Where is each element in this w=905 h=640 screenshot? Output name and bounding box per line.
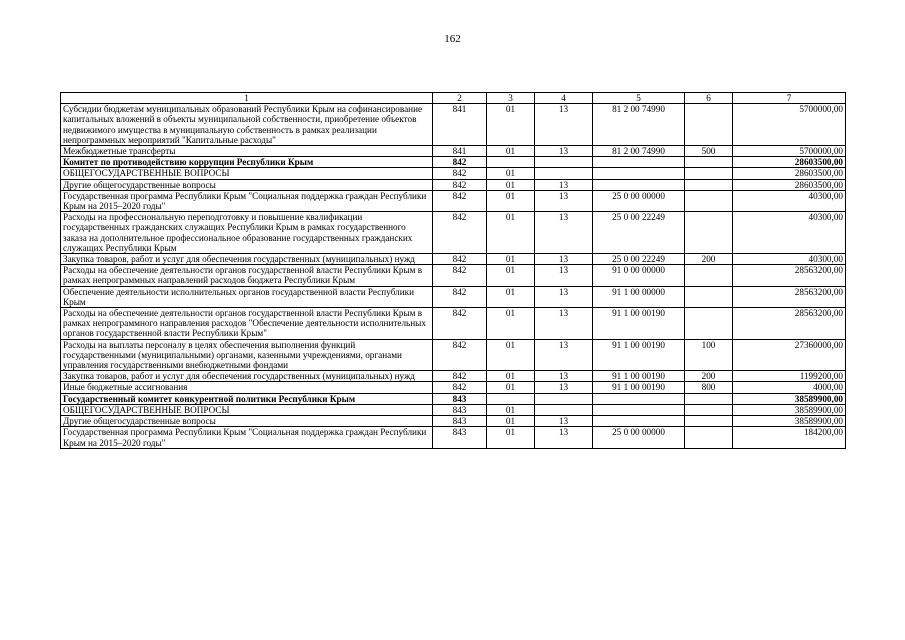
row-code-cell: 842 [433,254,487,265]
row-name-cell: Комитет по противодействию коррупции Республики Крым [61,157,433,168]
row-type-cell [685,179,733,190]
row-target-cell: 81 2 00 74990 [593,104,685,146]
row-amount-cell: 38589900,00 [733,393,846,404]
row-amount-cell: 27360000,00 [733,339,846,371]
row-target-cell [593,393,685,404]
row-subsection-cell: 13 [535,308,593,340]
table-row [61,404,846,415]
table-row [61,265,846,286]
row-subsection-cell: 13 [535,190,593,211]
header-cell: 3 [487,93,535,104]
row-name-cell: Расходы на профессиональную переподготовку и повышение квалификации государственных гражданских служащих Республики Крым в рамках государственного заказа на дополнительное профессиональное образование государственных гражданских служащих Республики Крым [61,212,433,254]
row-section-cell: 01 [487,371,535,382]
row-section-cell: 01 [487,382,535,393]
header-cell: 7 [733,93,846,104]
row-target-cell [593,404,685,415]
row-code-cell: 841 [433,104,487,146]
table-row [61,190,846,211]
table-row [61,157,846,168]
row-type-cell: 800 [685,382,733,393]
row-target-cell: 91 1 00 00190 [593,371,685,382]
header-cell: 1 [61,93,433,104]
row-type-cell [685,416,733,427]
row-amount-cell: 28603500,00 [733,157,846,168]
row-name-cell: Закупка товаров, работ и услуг для обеспечения государственных (муниципальных) нужд [61,254,433,265]
row-type-cell [685,427,733,448]
row-section-cell: 01 [487,146,535,157]
row-section-cell: 01 [487,179,535,190]
header-cell: 6 [685,93,733,104]
row-type-cell: 200 [685,371,733,382]
row-section-cell: 01 [487,404,535,415]
row-subsection-cell: 13 [535,382,593,393]
table-row [61,286,846,307]
header-cell: 2 [433,93,487,104]
budget-table [60,92,846,449]
row-amount-cell: 40300,00 [733,190,846,211]
row-name-cell: Государственная программа Республики Крым "Социальная поддержка граждан Республики Крым на 2015–2020 годы" [61,427,433,448]
row-section-cell: 01 [487,168,535,179]
row-subsection-cell: 13 [535,265,593,286]
row-amount-cell: 38589900,00 [733,416,846,427]
row-target-cell: 91 1 00 00190 [593,308,685,340]
row-name-cell: Государственный комитет конкурентной политики Республики Крым [61,393,433,404]
row-target-cell [593,416,685,427]
row-type-cell: 500 [685,146,733,157]
table-row [61,104,846,146]
table-row [61,212,846,254]
row-name-cell: Другие общегосударственные вопросы [61,179,433,190]
row-type-cell [685,404,733,415]
row-name-cell: Иные бюджетные ассигнования [61,382,433,393]
row-target-cell [593,179,685,190]
table-row [61,427,846,448]
row-subsection-cell: 13 [535,104,593,146]
row-subsection-cell: 13 [535,179,593,190]
row-name-cell: ОБЩЕГОСУДАРСТВЕННЫЕ ВОПРОСЫ [61,404,433,415]
header-cell: 4 [535,93,593,104]
row-section-cell: 01 [487,265,535,286]
row-name-cell: Государственная программа Республики Крым "Социальная поддержка граждан Республики Крым на 2015–2020 годы" [61,190,433,211]
row-code-cell: 842 [433,308,487,340]
table-row [61,146,846,157]
table-row [61,179,846,190]
row-section-cell: 01 [487,308,535,340]
row-code-cell: 842 [433,212,487,254]
row-name-cell: Расходы на выплаты персоналу в целях обеспечения выполнения функций государственными (муниципальными) органами, казенными учреждениями, органами управления государственными внебюджетными фондами [61,339,433,371]
row-subsection-cell: 13 [535,416,593,427]
row-type-cell [685,190,733,211]
table-row [61,308,846,340]
row-type-cell [685,393,733,404]
row-subsection-cell: 13 [535,339,593,371]
row-amount-cell: 40300,00 [733,212,846,254]
row-amount-cell: 28603500,00 [733,179,846,190]
row-code-cell: 842 [433,265,487,286]
row-amount-cell: 5700000,00 [733,104,846,146]
table-row [61,393,846,404]
row-name-cell: Расходы на обеспечение деятельности органов государственной власти Республики Крым в рамках непрограммного направления расходов "Обеспечение деятельности исполнительных органов государственной власти Республики Крым" [61,308,433,340]
row-amount-cell: 28563200,00 [733,286,846,307]
row-section-cell: 01 [487,254,535,265]
row-target-cell: 25 0 00 22249 [593,212,685,254]
row-subsection-cell [535,157,593,168]
table-row [61,416,846,427]
row-code-cell: 842 [433,382,487,393]
row-name-cell: Межбюджетные трансферты [61,146,433,157]
row-type-cell [685,104,733,146]
row-code-cell: 842 [433,168,487,179]
row-amount-cell: 5700000,00 [733,146,846,157]
table-row [61,168,846,179]
row-type-cell [685,168,733,179]
row-amount-cell: 4000,00 [733,382,846,393]
row-subsection-cell: 13 [535,371,593,382]
row-amount-cell: 28563200,00 [733,308,846,340]
row-target-cell [593,157,685,168]
row-code-cell: 842 [433,286,487,307]
row-type-cell [685,265,733,286]
row-section-cell [487,157,535,168]
table-row [61,254,846,265]
row-code-cell: 843 [433,404,487,415]
row-amount-cell: 28563200,00 [733,265,846,286]
row-code-cell: 842 [433,339,487,371]
row-target-cell: 25 0 00 00000 [593,427,685,448]
row-section-cell: 01 [487,339,535,371]
row-section-cell: 01 [487,104,535,146]
row-amount-cell: 28603500,00 [733,168,846,179]
row-section-cell: 01 [487,416,535,427]
row-name-cell: Другие общегосударственные вопросы [61,416,433,427]
row-subsection-cell: 13 [535,286,593,307]
row-amount-cell: 1199200,00 [733,371,846,382]
row-subsection-cell [535,393,593,404]
row-type-cell: 100 [685,339,733,371]
table-body [61,104,846,449]
row-name-cell: Обеспечение деятельности исполнительных органов государственной власти Республики Крым [61,286,433,307]
row-target-cell: 25 0 00 00000 [593,190,685,211]
table-row [61,382,846,393]
row-amount-cell: 38589900,00 [733,404,846,415]
row-section-cell: 01 [487,190,535,211]
row-target-cell: 91 1 00 00000 [593,286,685,307]
row-code-cell: 842 [433,371,487,382]
table-row [61,371,846,382]
row-type-cell [685,286,733,307]
page-number: 162 [444,33,461,45]
row-subsection-cell [535,168,593,179]
header-row [61,93,846,104]
row-target-cell: 91 1 00 00190 [593,382,685,393]
row-code-cell: 842 [433,179,487,190]
row-code-cell: 843 [433,427,487,448]
row-target-cell: 25 0 00 22249 [593,254,685,265]
header-cell: 5 [593,93,685,104]
row-type-cell [685,157,733,168]
row-name-cell: ОБЩЕГОСУДАРСТВЕННЫЕ ВОПРОСЫ [61,168,433,179]
row-subsection-cell: 13 [535,212,593,254]
row-target-cell: 81 2 00 74990 [593,146,685,157]
row-name-cell: Расходы на обеспечение деятельности органов государственной власти Республики Крым в рамках непрограммных направлений расходов бюджета Республики Крым [61,265,433,286]
row-target-cell: 91 1 00 00190 [593,339,685,371]
row-amount-cell: 184200,00 [733,427,846,448]
table-row [61,339,846,371]
row-type-cell [685,308,733,340]
row-section-cell: 01 [487,427,535,448]
row-amount-cell: 40300,00 [733,254,846,265]
row-section-cell: 01 [487,286,535,307]
row-code-cell: 841 [433,146,487,157]
row-type-cell: 200 [685,254,733,265]
row-section-cell [487,393,535,404]
row-target-cell: 91 0 00 00000 [593,265,685,286]
row-code-cell: 842 [433,190,487,211]
row-target-cell [593,168,685,179]
row-name-cell: Закупка товаров, работ и услуг для обеспечения государственных (муниципальных) нужд [61,371,433,382]
row-subsection-cell [535,404,593,415]
row-subsection-cell: 13 [535,146,593,157]
row-code-cell: 843 [433,416,487,427]
row-code-cell: 842 [433,157,487,168]
row-section-cell: 01 [487,212,535,254]
row-code-cell: 843 [433,393,487,404]
row-subsection-cell: 13 [535,254,593,265]
row-type-cell [685,212,733,254]
row-subsection-cell: 13 [535,427,593,448]
row-name-cell: Субсидии бюджетам муниципальных образований Республики Крым на софинансирование капитальных вложений в объекты муниципальной собственности, приобретение объектов недвижимого имущества в муниципальную собственность в рамках реализации непрограммных мероприятий "Капитальные расходы" [61,104,433,146]
